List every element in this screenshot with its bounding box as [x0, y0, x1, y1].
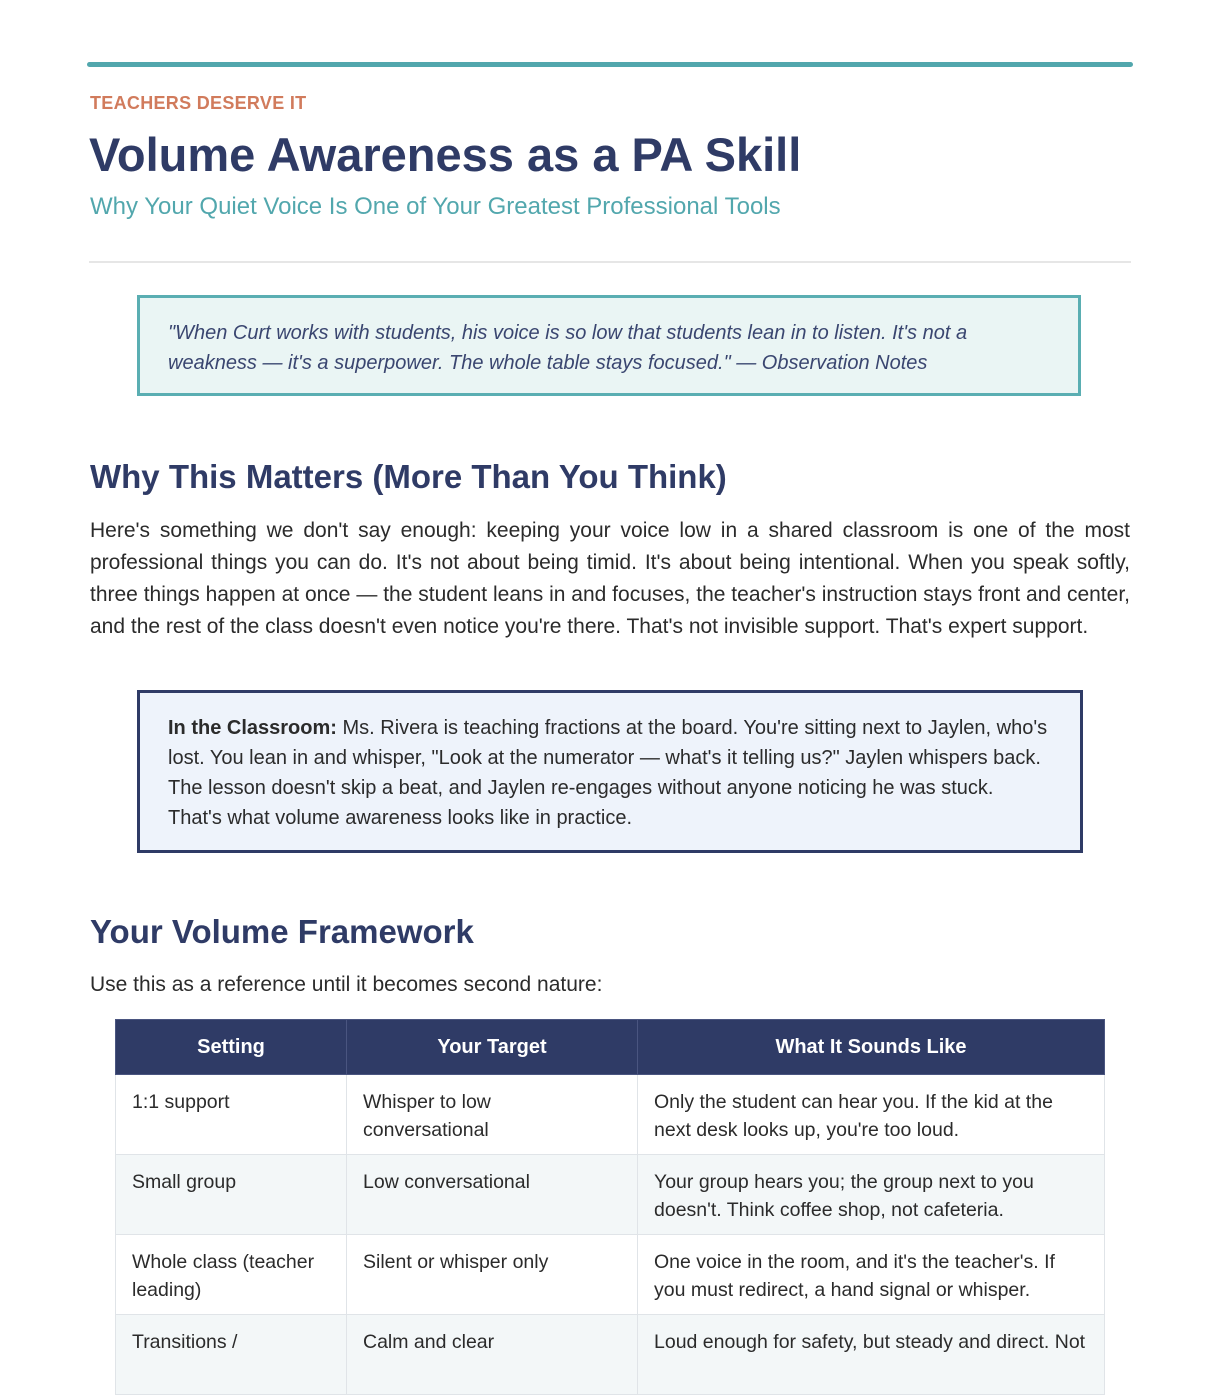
framework-intro: Use this as a reference until it becomes second nature:: [90, 973, 603, 996]
page-title: Volume Awareness as a PA Skill: [89, 128, 802, 181]
table-cell: Whisper to low conversational: [347, 1075, 638, 1155]
table-cell: Loud enough for safety, but steady and direct. Not: [638, 1315, 1105, 1395]
table-row: [116, 1075, 1105, 1155]
example-label: In the Classroom:: [168, 717, 337, 739]
page-subtitle: Why Your Quiet Voice Is One of Your Greatest Professional Tools: [90, 193, 781, 220]
volume-framework-table: [115, 1019, 1105, 1395]
table-row: [116, 1315, 1105, 1395]
section-heading-why: Why This Matters (More Than You Think): [90, 458, 727, 495]
table-cell: 1:1 support: [116, 1075, 347, 1155]
section-paragraph: Here's something we don't say enough: keeping your voice low in a shared classroom is one of the most professional things you can do. It's not about being timid. It's about being intentional. When you speak softly, three things happen at once — the student leans in and focuses, the teacher's instruction stays front and center, and the rest of the class doesn't even notice you're there. That's not invisible support. That's expert support.: [90, 519, 1130, 638]
table-cell: Small group: [116, 1155, 347, 1235]
section-heading-framework: Your Volume Framework: [90, 913, 474, 950]
table-cell: Silent or whisper only: [347, 1235, 638, 1315]
classroom-example-box: [137, 690, 1083, 853]
observation-quote: "When Curt works with students, his voice is so low that students lean in to listen. It's not a weakness — it's a superpower. The whole table stays focused." — Observation Notes: [137, 295, 1081, 396]
table-cell: Transitions /: [116, 1315, 347, 1395]
table-row: [116, 1155, 1105, 1235]
column-header-target: Your Target: [347, 1020, 638, 1075]
table-row: [116, 1235, 1105, 1315]
header-divider: [89, 261, 1131, 263]
table-cell: Only the student can hear you. If the kid at the next desk looks up, you're too loud.: [638, 1075, 1105, 1155]
table-cell: Whole class (teacher leading): [116, 1235, 347, 1315]
table-header-row: [116, 1020, 1105, 1075]
column-header-setting: Setting: [116, 1020, 347, 1075]
table-cell: Calm and clear: [347, 1315, 638, 1395]
column-header-sounds-like: What It Sounds Like: [638, 1020, 1105, 1075]
top-accent-bar: [87, 62, 1133, 67]
example-text: Ms. Rivera is teaching fractions at the board. You're sitting next to Jaylen, who's lost. You lean in and whisper, "Look at the numerator — what's it telling us?" Jaylen whispers back. The lesson doesn't skip a beat, and Jaylen re-engages without anyone noticing he was stuck. That's what volume awareness looks like in practice.: [168, 717, 1048, 829]
table-cell: Low conversational: [347, 1155, 638, 1235]
table-cell: Your group hears you; the group next to you doesn't. Think coffee shop, not cafeteria.: [638, 1155, 1105, 1235]
table-cell: One voice in the room, and it's the teacher's. If you must redirect, a hand signal or whisper.: [638, 1235, 1105, 1315]
eyebrow-label: TEACHERS DESERVE IT: [90, 93, 307, 113]
